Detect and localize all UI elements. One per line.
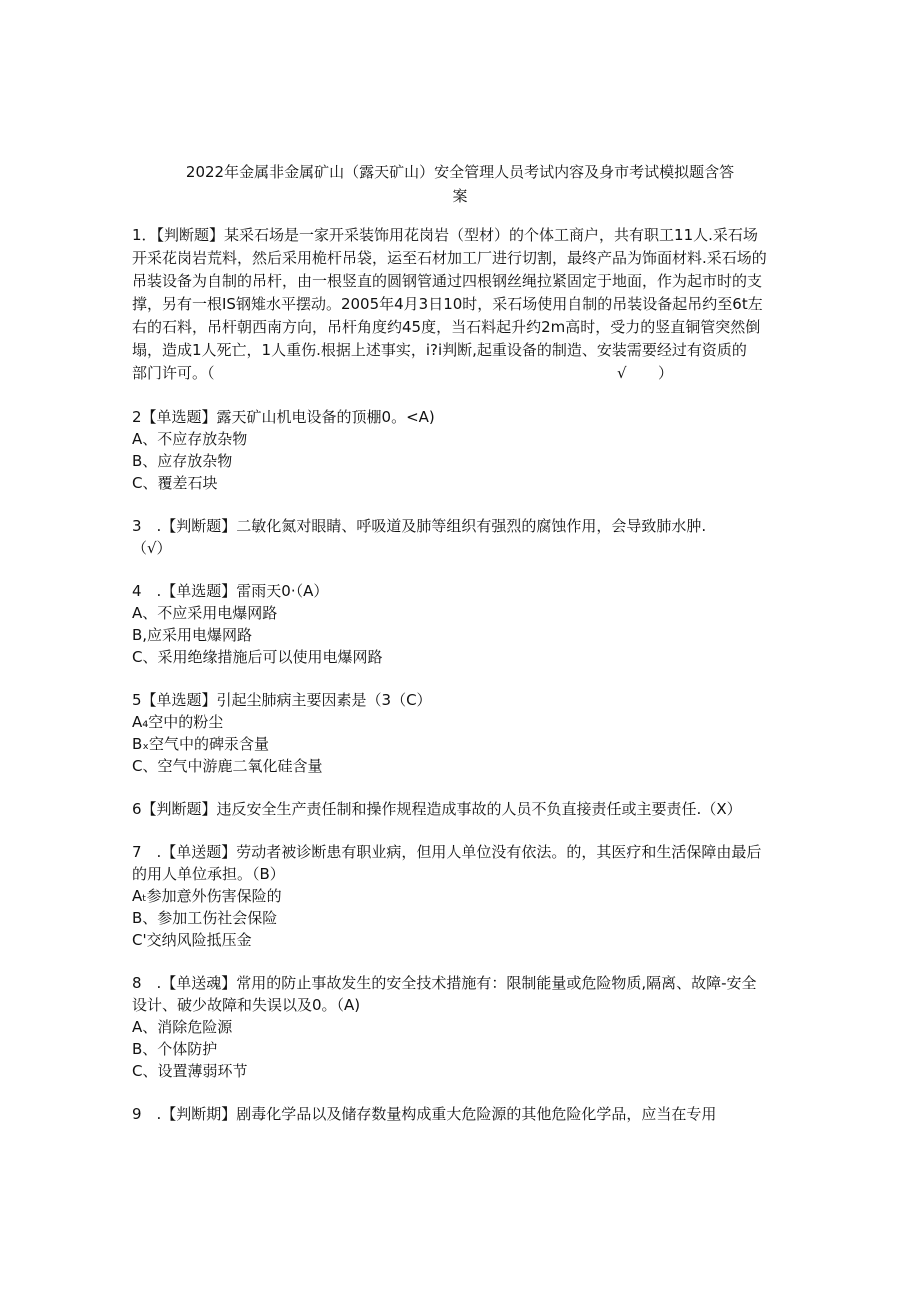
question-1-line-1: 1．【判断题】某采石场是一家开采装饰用花岗岩（型材）的个体工商户，共有职工11人.采石场 bbox=[132, 226, 758, 244]
question-4 bbox=[132, 580, 792, 668]
question-2-text: 2【单选题】露天矿山机电设备的顶棚0。<A) bbox=[132, 408, 435, 426]
question-3 bbox=[132, 515, 792, 559]
question-8-option-a: A、消除危险源 bbox=[132, 1018, 233, 1036]
question-6 bbox=[132, 798, 792, 820]
question-2-option-c: C、覆差石块 bbox=[132, 474, 218, 492]
question-6-text: 6【判断题】违反安全生产责任制和操作规程造成事故的人员不负直接责任或主要责任.（X） bbox=[132, 800, 742, 818]
question-1-answer-check: √ bbox=[617, 364, 627, 382]
question-1-line-4: 撑，另有一根IS钢雉水平摆动。2005年4月3日10时，采石场使用自制的吊装设备起吊约至6t左 bbox=[132, 295, 763, 313]
title-line-2: 案 bbox=[452, 187, 468, 205]
question-2-option-a: A、不应存放杂物 bbox=[132, 430, 248, 448]
question-4-option-a: A、不应采用电爆网路 bbox=[132, 604, 278, 622]
question-8-line-2: 设计、破少故障和失误以及0。（A) bbox=[132, 996, 361, 1014]
question-7-line-2: 的用人单位承担。（B） bbox=[132, 865, 285, 883]
question-1-answer-close: ） bbox=[658, 364, 674, 382]
question-1-line-5: 右的石料，吊杆朝西南方向，吊杆角度约45度，当石料起升约2m高时，受力的竖直铜管突然倒 bbox=[132, 318, 761, 336]
question-5 bbox=[132, 689, 792, 777]
question-7 bbox=[132, 841, 792, 951]
question-9 bbox=[132, 1103, 792, 1125]
question-1 bbox=[132, 224, 792, 385]
question-8-option-c: C、设置薄弱环节 bbox=[132, 1062, 248, 1080]
question-5-option-b: Bₓ空气中的碑汞含量 bbox=[132, 735, 269, 753]
question-1-last-text: 部门许可。（ bbox=[132, 364, 215, 382]
question-9-text: 9 .【判断期】剧毒化学品以及储存数量构成重大危险源的其他危险化学品，应当在专用 bbox=[132, 1105, 717, 1123]
question-3-text: 3 .【判断题】二敏化氮对眼睛、呼吸道及肺等组织有强烈的腐蚀作用，会导致肺水肿. bbox=[132, 517, 707, 535]
question-8-line-1: 8 .【单送魂】常用的防止事故发生的安全技术措施有：限制能量或危险物质,隔离、故障-安全 bbox=[132, 974, 757, 992]
document-title bbox=[170, 160, 750, 208]
question-5-text: 5【单选题】引起尘肺病主要因素是（3（C） bbox=[132, 691, 432, 709]
question-4-text: 4 .【单选题】雷雨天0·（A） bbox=[132, 582, 329, 600]
question-4-option-b: B,应采用电爆网路 bbox=[132, 626, 253, 644]
question-7-option-c: C'交纳风险抵压金 bbox=[132, 931, 252, 949]
question-1-line-2: 开采花岗岩荒料，然后采用桅杆吊袋，运至石材加工厂进行切割，最终产品为饰面材料.采石场的 bbox=[132, 249, 767, 267]
title-line-1: 2022年金属非金属矿山（露天矿山）安全管理人员考试内容及身市考试模拟题含答 bbox=[185, 163, 735, 181]
question-8-option-b: B、个体防护 bbox=[132, 1040, 218, 1058]
question-5-option-a: A₄空中的粉尘 bbox=[132, 713, 224, 731]
question-3-answer: （√） bbox=[132, 539, 172, 557]
question-1-line-7 bbox=[132, 362, 792, 385]
question-7-line-1: 7 .【单送题】劳动者被诊断患有职业病，但用人单位没有依法。的，其医疗和生活保障由最后 bbox=[132, 843, 762, 861]
question-8 bbox=[132, 972, 792, 1082]
question-5-option-c: C、空气中游鹿二氧化硅含量 bbox=[132, 757, 323, 775]
question-2-option-b: B、应存放杂物 bbox=[132, 452, 233, 470]
question-1-line-3: 吊装设备为自制的吊杆，由一根竖直的圆钢管通过四根钢丝绳拉紧固定于地面，作为起市时的支 bbox=[132, 272, 763, 290]
question-7-option-a: Aₜ参加意外伤害保险的 bbox=[132, 887, 282, 905]
question-2 bbox=[132, 406, 792, 494]
question-list bbox=[132, 224, 792, 1125]
question-1-line-6: 塌，造成1人死亡，1人重伤.根据上述事实，i?i判断,起重设备的制造、安装需要经过有资质的 bbox=[132, 341, 747, 359]
question-7-option-b: B、参加工伤社会保险 bbox=[132, 909, 278, 927]
question-4-option-c: C、采用绝缘措施后可以使用电爆网路 bbox=[132, 648, 383, 666]
